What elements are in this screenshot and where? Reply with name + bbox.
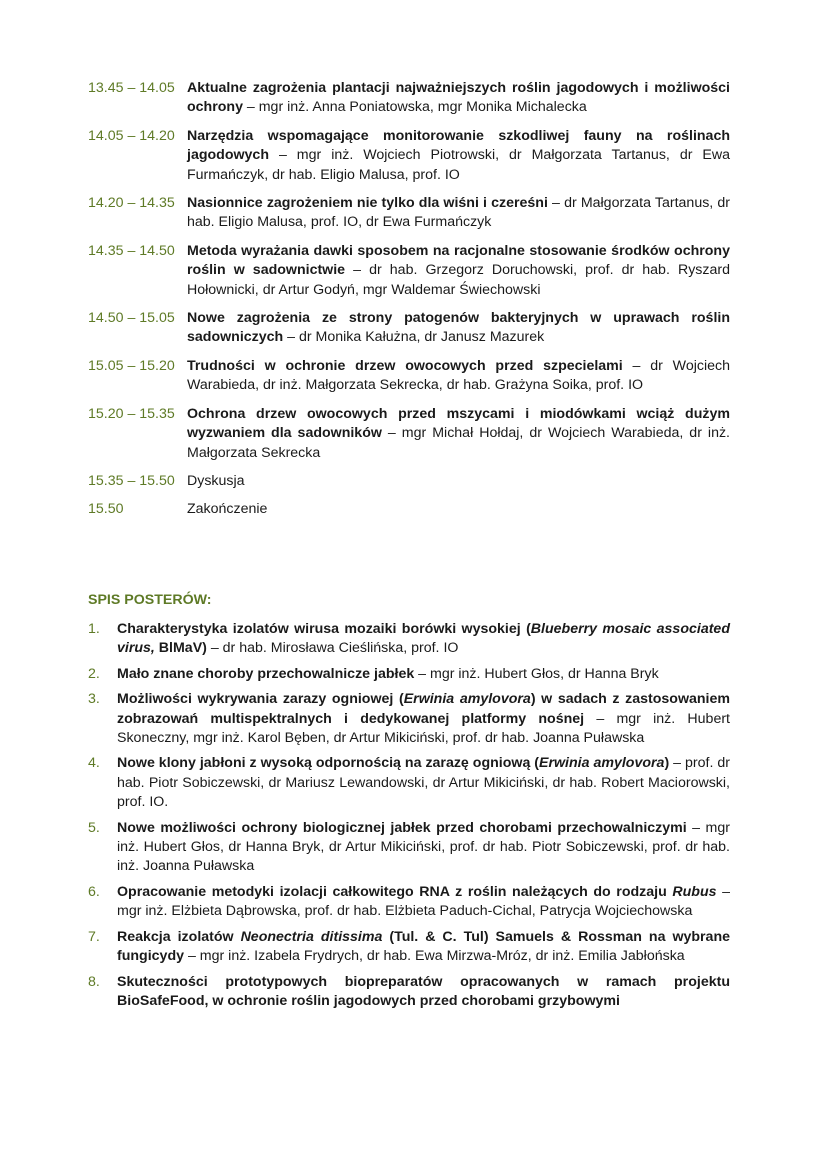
program-title: Nasionnice zagrożeniem nie tylko dla wiśni i czereśni	[187, 195, 548, 212]
poster-entry	[117, 620, 730, 659]
program-authors: Zakończenie	[187, 501, 268, 518]
program-title: Metoda wyrażania dawki sposobem na racjonalne stosowanie środków ochrony roślin w sadownictwie	[187, 242, 730, 279]
program-time: 15.50	[88, 501, 124, 518]
poster-entry	[117, 883, 730, 922]
poster-authors: – mgr inż. Elżbieta Dąbrowska, prof. dr hab. Elżbieta Paduch-Cichal, Patrycja Wojciechowska	[117, 883, 730, 920]
program-authors: – mgr inż. Anna Poniatowska, mgr Monika Michalecka	[242, 99, 587, 116]
program-entry	[187, 79, 730, 118]
poster-title-part: )	[664, 755, 670, 772]
poster-authors: – mgr inż. Izabela Frydrych, dr hab. Ewa Mirzwa-Mróz, dr inż. Emilia Jabłońska	[184, 948, 685, 965]
poster-entry	[117, 819, 730, 877]
program-authors: – dr Małgorzata Tartanus, dr hab. Eligio Malusa, prof. IO, dr Ewa Furmańczyk	[187, 195, 730, 231]
program-time: 15.05 – 15.20	[88, 357, 175, 374]
poster-item	[88, 690, 730, 748]
program-authors: Dyskusja	[187, 472, 245, 489]
poster-item	[88, 620, 730, 659]
program-entry	[187, 357, 730, 396]
poster-title-part: Opracowanie metodyki izolacji całkowitego RNA z roślin należących do rodzaju	[117, 883, 673, 900]
program-entry	[187, 242, 730, 300]
poster-title-italic: Rubus	[672, 883, 717, 900]
program-entry	[187, 127, 730, 185]
poster-title-part: Nowe możliwości ochrony biologicznej jabłek przed chorobami przechowalniczymi	[117, 819, 687, 836]
poster-number: 3.	[88, 691, 100, 708]
poster-title	[117, 974, 730, 1009]
poster-title-part: Skuteczności prototypowych biopreparatów opracowanych w ramach projektu BioSafeFood, w ochronie roślin jagodowych przed chorobami grzybowymi	[117, 973, 730, 1009]
posters-list	[88, 620, 730, 1017]
poster-entry	[117, 928, 730, 967]
poster-entry	[117, 973, 730, 1012]
program-title: Ochrona drzew owocowych przed mszycami i miodówkami wciąż dużym wyzwaniem dla sadowników	[187, 405, 730, 442]
program-time: 14.35 – 14.50	[88, 242, 175, 259]
poster-title-part: (Tul. & C. Tul) Samuels & Rossman na wybrane fungicydy	[117, 928, 731, 965]
program-title: Narzędzia wspomagające monitorowanie szkodliwej fauny na roślinach jagodowych	[187, 127, 730, 164]
poster-number: 8.	[88, 973, 100, 990]
poster-title-part: Mało znane choroby przechowalnicze jabłek	[117, 665, 415, 682]
poster-title-italic: Neonectria ditissima	[240, 928, 383, 945]
poster-number: 7.	[88, 928, 100, 945]
program-entry	[187, 309, 730, 348]
poster-number: 6.	[88, 883, 100, 900]
program-row	[88, 357, 730, 396]
poster-title-part: Możliwości wykrywania zarazy ogniowej (	[117, 691, 404, 708]
program-row	[88, 194, 730, 233]
program-authors: – dr Monika Kałużna, dr Janusz Mazurek	[283, 329, 545, 346]
program-entry	[187, 194, 730, 233]
program-authors: – mgr inż. Wojciech Piotrowski, dr Małgorzata Tartanus, dr Ewa Furmańczyk, dr hab. Eligio Malusa, prof. IO	[187, 147, 730, 183]
program-time: 14.20 – 14.35	[88, 195, 175, 212]
poster-item	[88, 883, 730, 922]
poster-number: 2.	[88, 665, 100, 682]
poster-title-part: BlMaV)	[154, 640, 207, 657]
poster-item	[88, 665, 730, 684]
program-authors: – dr hab. Grzegorz Doruchowski, prof. dr hab. Ryszard Hołownicki, dr Artur Godyń, mgr Waldemar Świechowski	[187, 262, 730, 298]
poster-authors: – mgr inż. Hubert Głos, dr Hanna Bryk, dr Artur Mikiciński, prof. dr hab. Piotr Sobiczewski, prof. dr hab. inż. Joanna Puławska	[117, 819, 730, 875]
program-authors: – dr Wojciech Warabieda, dr inż. Małgorzata Sekrecka, dr hab. Grażyna Soika, prof. IO	[187, 357, 730, 394]
program-row	[88, 242, 730, 300]
program-time: 14.50 – 15.05	[88, 310, 175, 327]
poster-item	[88, 973, 730, 1012]
poster-title	[117, 884, 717, 900]
poster-title-part: Charakterystyka izolatów wirusa mozaiki borówki wysokiej (	[117, 621, 531, 637]
poster-authors: – mgr inż. Hubert Skoneczny, mgr inż. Karol Bęben, dr Artur Mikiciński, prof. dr hab. Joanna Puławska	[117, 710, 730, 747]
program-title: Nowe zagrożenia ze strony patogenów bakteryjnych w uprawach roślin sadowniczych	[187, 310, 730, 346]
poster-title-italic: Erwinia amylovora	[403, 691, 531, 708]
poster-authors: – dr hab. Mirosława Cieślińska, prof. IO	[206, 640, 459, 657]
poster-entry	[117, 665, 730, 684]
poster-number: 4.	[88, 755, 100, 772]
poster-entry	[117, 754, 730, 812]
program-entry	[187, 405, 730, 463]
program-schedule	[88, 79, 730, 529]
poster-title-part: ) w sadach z zastosowaniem zobrazowań multispektralnych i dedykowanej platformy nośnej	[117, 691, 731, 727]
program-row	[88, 309, 730, 348]
program-row	[88, 472, 730, 491]
program-authors: – mgr Michał Hołdaj, dr Wojciech Warabieda, dr inż. Małgorzata Sekrecka	[187, 425, 730, 461]
program-title: Aktualne zagrożenia plantacji najważniejszych roślin jagodowych i możliwości ochrony	[187, 80, 730, 116]
poster-item	[88, 928, 730, 967]
poster-title-italic: Erwinia amylovora	[539, 755, 665, 772]
poster-item	[88, 819, 730, 877]
program-time: 15.20 – 15.35	[88, 405, 175, 422]
poster-title	[117, 755, 669, 771]
poster-title-part: Reakcja izolatów	[117, 928, 241, 945]
program-row	[88, 405, 730, 463]
poster-number: 1.	[88, 621, 100, 637]
program-time: 14.05 – 14.20	[88, 127, 175, 144]
poster-title-italic: Blueberry mosaic associated virus,	[117, 621, 730, 657]
poster-authors: – prof. dr hab. Piotr Sobiczewski, dr Mariusz Lewandowski, dr Artur Mikiciński, dr hab. Robert Maciorowski, prof. IO.	[117, 755, 730, 811]
program-title: Trudności w ochronie drzew owocowych przed szpecielami	[187, 357, 623, 374]
poster-item	[88, 754, 730, 812]
posters-heading: SPIS POSTERÓW:	[88, 592, 212, 608]
poster-title	[117, 666, 414, 682]
program-time: 13.45 – 14.05	[88, 80, 175, 96]
program-entry	[187, 500, 730, 519]
poster-entry	[117, 690, 730, 748]
program-time: 15.35 – 15.50	[88, 472, 175, 489]
poster-title	[117, 820, 687, 836]
poster-title-part: Nowe klony jabłoni z wysoką odpornością na zarazę ogniową (	[117, 755, 540, 772]
poster-authors: – mgr inż. Hubert Głos, dr Hanna Bryk	[414, 665, 659, 682]
program-entry	[187, 472, 730, 491]
poster-number: 5.	[88, 819, 100, 836]
program-row	[88, 79, 730, 118]
program-row	[88, 127, 730, 185]
program-row	[88, 500, 730, 519]
